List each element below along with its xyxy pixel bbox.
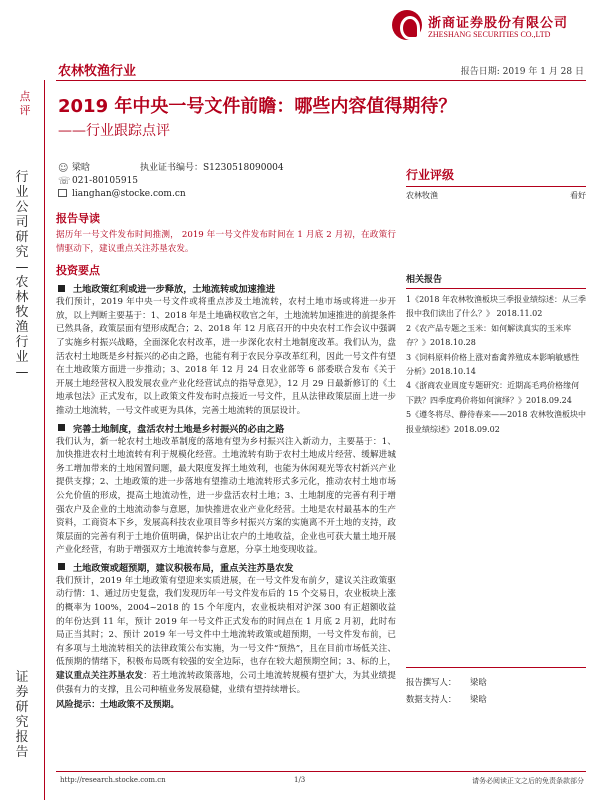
related-item[interactable]: 2《农产品专题之玉米：如何解读真实的玉米库存？》2018.10.28 [406,323,572,348]
point-text-1: 我们预计，2019 年中央一号文件或将重点涉及土地流转，农村土地市场或将进一步开放，以上判断主要基于：1、2018 年是土地确权收官之年，土地流转加速推进的前提条件已然具备，政策层面有望形成配合；2、2018 年 12 月底召开的中央农村工作会议中强调了实施乡村振兴战略，全面深化农村改革，进一步深化农村土地制度改革。我们认为，盘活农村土地既是乡村振兴的必由之路，也能有利于农民分享改革红利，因此一号文件有望在土地政策方面进一步推动；3、2018 年 12 月 24 日农业部等 6 部委联合发布《关于开展土地经营权入股发展农业产业化经营试点的指导意见》，12 月 29 日最新修订的《土地承包法》正式发布，以上政策文件发布时点接近一号文件，且从法律政策层面上进一步推动土地流转，一号文件或更为具体，完善土地流转的顶层设计。 [56,297,396,416]
phone-icon: ☏ [58,176,71,187]
company-name-cn: 浙商证券股份有限公司 [428,16,569,31]
bullet-square-icon [58,563,65,570]
related-reports [406,272,586,437]
left-side-strip [0,80,44,800]
related-divider [406,288,586,289]
report-date: 报告日期: 2019 年 1 月 28 日 [460,67,584,77]
guide-heading: 报告导读 [56,212,100,225]
side-divider [44,80,45,800]
related-item[interactable]: 4《浙商农业周度专题研究：近期高毛鸡价格缘何下跌？四季度鸡价将如何演绎？》2018.09.24 [406,381,580,405]
side-label-category: 行业公司研究—农林牧渔行业— [15,170,29,380]
analyst-name: 梁晗 [72,163,91,173]
rating-divider [406,186,586,187]
related-item[interactable]: 5《遵冬将尽、静待春来——2018 农林牧渔板块中报业绩综述》2018.09.02 [406,410,586,434]
side-label-report-type: 证券研究报告 [15,670,29,760]
email-icon [58,188,72,201]
bullet-square-icon [58,285,65,292]
contact-row [406,691,586,708]
bullet-square-icon [58,424,65,431]
footer-url[interactable]: http://research.stocke.com.cn [60,776,166,784]
report-title: 2019 年中央一号文件前瞻：哪些内容值得期待？ [58,96,457,117]
writer-label: 报告撰写人： [406,677,457,687]
header-divider [56,80,586,81]
analyst-license: 执业证书编号：S1230518090004 [140,163,284,173]
company-logo [392,8,592,48]
contacts-divider [406,667,586,668]
recommendation-highlight: 建议重点关注苏垦农发 [56,671,144,682]
guide-text: 据历年一号文件发布时间推测， 2019 年一号文件发布时间在 1 月底 2 月初，在政策行情驱动下，建议重点关注苏垦农发。 [56,230,396,254]
analyst-phone-row [58,175,398,188]
investment-heading: 投资要点 [56,264,100,278]
point-heading-1: 土地政策红利或进一步释放，土地流转或加速推进 [56,281,396,295]
main-content [56,210,396,710]
side-label-review: 点评 [19,90,31,117]
analyst-email-row [58,188,398,201]
related-item[interactable]: 3《饲料原料价格上涨对畜禽养殖成本影响敏感性分析》2018.10.14 [406,352,580,377]
analyst-info [58,162,398,201]
footer-divider [56,771,586,772]
rating-sector: 农林牧渔 [406,191,438,200]
report-contacts [406,674,586,708]
point-text-3: 我们预计，2019 年土地政策有望迎来实质进展，在一号文件发布前夕，建议关注政策驱动行情：1、通过历史复盘，我们发现历年一号文件发布后的 15 个交易日，农业板块上涨的概率为 100%，2004~2018 的 15 个年度内，农业板块相对沪深 300 有正超额收益的年份达到 11 年，预计 2019 年一号文件正式发布的时间点在 1 月底 2 月初，此时布局正当其时；2、预计 2019 年一号文件中土地流转政策或超预期，一号文件发布前，已有多项与土地流转相关的法律政策公布实施，为一号文件“预热”，且在目前市场低关注、低预期的情绪下，积极布局既有较强的安全边际，也存在较大超预期空间；3、标的上，建议重点关注苏垦农发：若土地流转政策落地，公司土地流转规模有望扩大，为其业绩提供强有力的支撑，且公司种植业务发展稳健，业绩有望持续增长。 [56,575,396,695]
person-icon: ☺ [58,163,69,174]
related-title: 相关报告 [406,275,443,285]
rating-box [406,166,586,201]
company-logo-icon [392,10,422,40]
writer-name: 梁晗 [470,677,487,687]
risk-warning: 风险提示：土地政策不及预期。 [56,700,180,711]
analyst-phone: 021-80105915 [72,176,139,186]
industry-label: 农林牧渔行业 [58,64,137,79]
related-item[interactable]: 1《2018 年农林牧渔板块三季报业绩综述：从三季报中我们读出了什么？》 2018.11.02 [406,295,586,319]
contact-label: 数据支持人： [406,694,457,704]
contact-name: 梁晗 [470,694,487,704]
page-number: 1/3 [294,776,306,784]
company-name-en: ZHESHANG SECURITIES CO.,LTD [428,30,551,39]
point-text-2: 我们认为，新一轮农村土地改革制度的落地有望为乡村振兴注入新动力，主要基于：1、加快推进农村土地流转有利于规模化经营。土地流转有助于农村土地成片经营、缓解进城务工增加带来的土地闲置问题，最大限度发挥土地效利，也能为休闲观光等农村新兴产业提供支撑；2、土地政策的进一步落地有望推动土地流转形式多元化，推动农村土地市场公允价值的形成，提高土地流动性，进一步盘活农村土地；3、土地制度的完善有利于增强农户及企业的土地流动参与意愿，加快推进农业产业化经营。土地是农村最基本的生产资料，工商资本下乡，发展高科技农业项目等乡村振兴方案的实施离不开土地的支持，政策层面的完善有利于土地价值明确，保护出让农户的土地收益，企业也可获大量土地开展产业化经营，有助于增强双方土地流转参与意愿，分享土地变现收益。 [56,436,396,556]
rating-value: 看好 [570,191,586,200]
point-heading-2: 完善土地制度，盘活农村土地是乡村振兴的必由之路 [56,421,396,435]
rating-row [406,190,586,201]
point-heading-3: 土地政策或超预期，建议积极布局，重点关注苏垦农发 [56,560,396,574]
analyst-email[interactable]: lianghan@stocke.com.cn [72,189,186,199]
rating-title: 行业评级 [406,168,455,182]
writer-row [406,674,586,691]
footer-disclaimer: 请务必阅读正文之后的免责条款部分 [472,777,584,785]
report-subtitle: ——行业跟踪点评 [58,123,170,139]
analyst-name-row [58,162,398,175]
